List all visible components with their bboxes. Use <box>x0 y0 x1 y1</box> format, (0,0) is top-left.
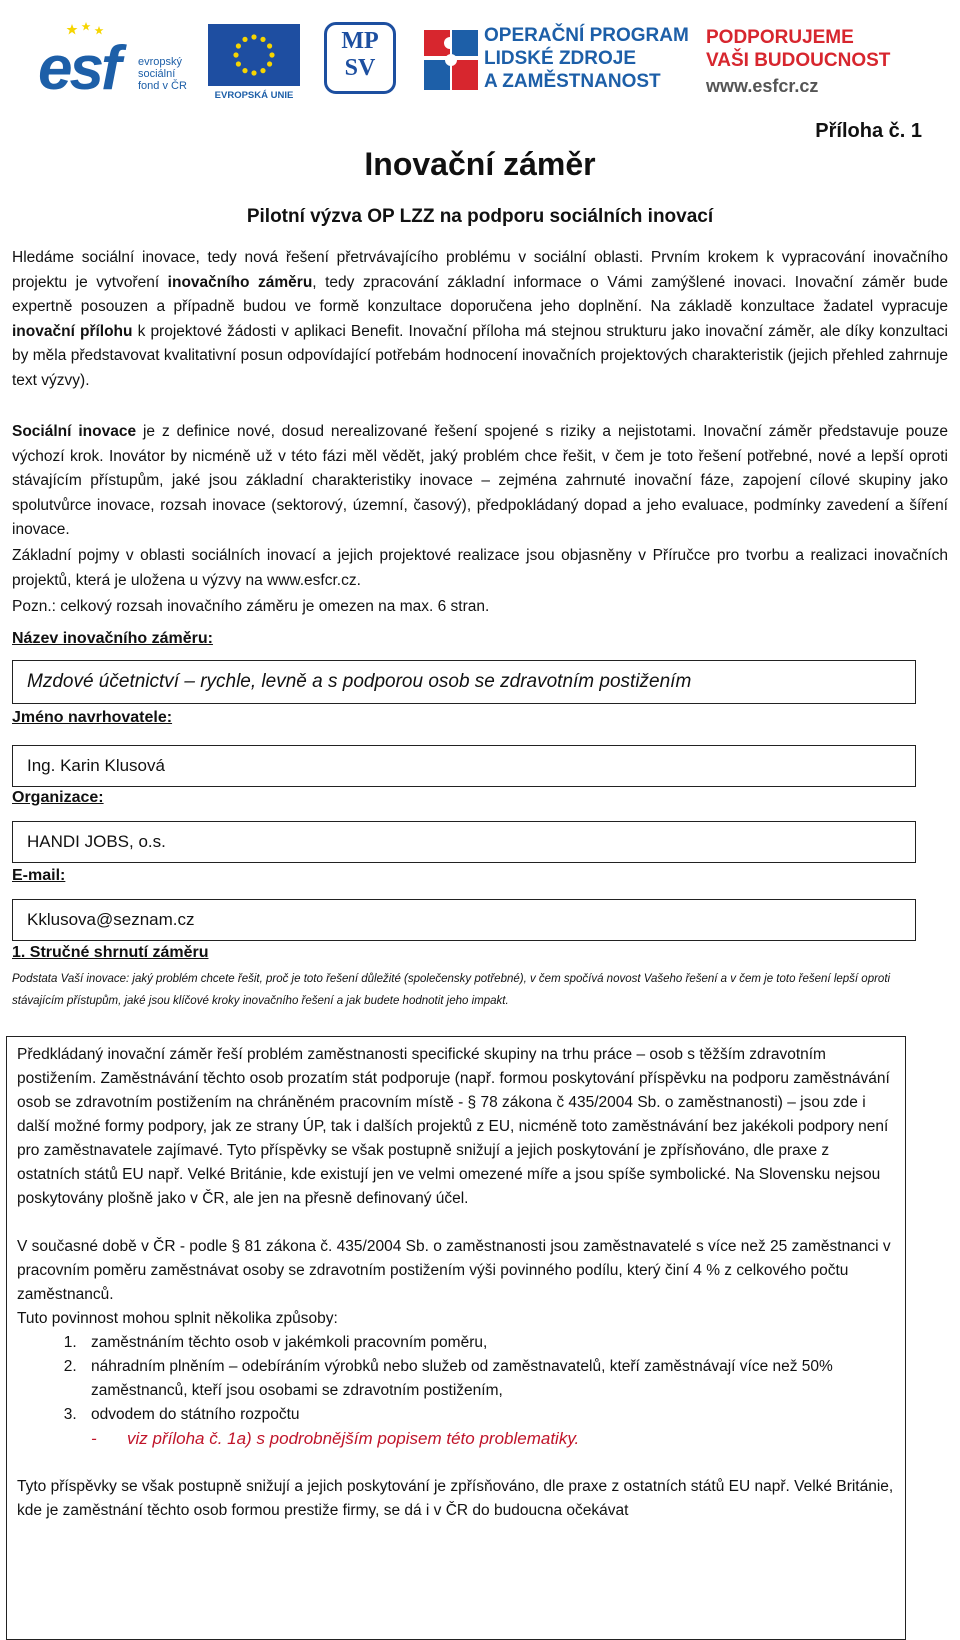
options-list <box>17 1331 895 1427</box>
email-label: E-mail: <box>12 867 66 884</box>
organization-label: Organizace: <box>12 789 104 806</box>
esf-sub-line: sociální <box>138 68 176 80</box>
attachment-number: Příloha č. 1 <box>815 120 922 142</box>
eu-label: EVROPSKÁ UNIE <box>214 90 294 101</box>
summary-paragraph: Předkládaný inovační záměr řeší problém zaměstnanosti specifické skupiny na trhu práce – osob s těžším zdravotním postižením. Zaměstnávání těchto osob prozatím stát podporuje (např. formou poskytování příspěvku na podporu zaměstnávání osob se zdravotním postižením na chráněném pracovním místě - § 78 zákona č 435/2004 Sb. o zaměstnanosti) – jsou zde i další možné formy podpory, jak ze strany ÚP, tak i dalších projektů z EU, nicméně toto zaměstnávání bez jakékoli podpory není pro zaměstnavatele zajímavé. Tyto příspěvky se však postupně snižují a jejich poskytování je zpřísňováno, dle praxe z ostatních států EU např. Velké Británie, kde existují jen ve velmi omezené míře a jsou spíše symbolické. Na Slovensku nejsou poskytovány plošně jako v ČR, ale jen na přesně definovaný účel. <box>17 1046 890 1207</box>
esf-wordmark: esf <box>38 34 119 103</box>
summary-paragraph: V současné době v ČR - podle § 81 zákona č. 435/2004 Sb. o zaměstnanosti jsou zaměstnavatelé s více než 25 zaměstnanci v pracovním poměru zaměstnávat osoby se zdravotním postižením výši povinného podílu, který činí 4 % z celkového počtu zaměstnanců. <box>17 1238 891 1303</box>
organization-field[interactable]: HANDI JOBS, o.s. <box>12 821 916 863</box>
logo-strip <box>38 18 928 108</box>
op-lzz-line: LIDSKÉ ZDROJE <box>484 48 637 69</box>
list-item: 3. odvodem do státního rozpočtu <box>81 1403 895 1427</box>
esfcr-url[interactable]: www.esfcr.cz <box>706 76 819 96</box>
dash-bullet: - <box>91 1429 97 1448</box>
podporujeme-line: VAŠI BUDOUCNOST <box>706 50 891 71</box>
mpsv-wordmark <box>324 28 396 82</box>
eu-flag-icon <box>208 24 300 86</box>
page-title: Inovační záměr <box>364 146 596 182</box>
list-item: 1. zaměstnáním těchto osob v jakémkoli pracovním poměru, <box>81 1331 895 1355</box>
author-label: Jméno navrhovatele: <box>12 709 173 726</box>
intro-text: , tedy zpracování základní informace o Vámi zamýšlené inovaci. Inovační záměr bude expertně posouzen a případně budou ve formě konzultace doporučena jeho doplnění. Na základě konzultace žadatel vypracuje <box>12 273 948 315</box>
eu-logo <box>208 18 300 106</box>
innovation-name-label: Název inovačního záměru: <box>12 630 213 647</box>
email-field[interactable]: Kklusova@seznam.cz <box>12 899 916 941</box>
intro-bold: Sociální inovace <box>12 423 137 440</box>
summary-box[interactable] <box>6 1036 906 1640</box>
section-1-instructions: Podstata Vaší inovace: jaký problém chcete řešit, proč je toto řešení důležité (společensky potřebné), v čem spočívá novost Vašeho řešení a v čem je toto řešení lepší oproti stávajícím přístupům, jaké jsou klíčové kroky inovačního řešení a jak budete hodnotit jeho impakt. <box>12 973 891 1007</box>
paragraph-gap <box>17 1211 895 1235</box>
summary-paragraph: Tyto příspěvky se však postupně snižují a jejich poskytování je zpřísňováno, dle praxe z ostatních států EU např. Velké Británie, kde je zaměstnání těchto osob formou prestiže firmy, se dá i v ČR do budoucna očekávat <box>17 1478 894 1519</box>
esf-subtitle <box>138 56 187 92</box>
op-lzz-logo <box>420 18 700 106</box>
podporujeme-line: PODPORUJEME <box>706 27 854 48</box>
esf-sub-line: evropský <box>138 56 183 68</box>
op-lzz-line: A ZAMĚSTNANOST <box>484 71 661 92</box>
intro-note: Pozn.: celkový rozsah inovačního záměru je omezen na max. 6 stran. <box>12 598 490 615</box>
intro-text: je z definice nové, dosud nerealizované řešení spojené s riziky a nejistotami. Inovační záměr představuje pouze výchozí krok. Inovátor by nicméně už v této fázi měl vědět, jaký problém chce řešit, v čem je toto řešení potřebné, nové a lepší oproti stávajícím přístupům, jaké jsou základní charakteristiky inovace – zejména zahrnuté inovační fáze, zapojení cílové skupiny jako spolutvůrce inovace, rozsah inovace (sektorový, územní, časový), předpokládaný dopad a jeho evaluace, podmínky zavedení a šíření inovace. <box>12 423 949 538</box>
attachment-reference <box>17 1427 895 1451</box>
author-field[interactable]: Ing. Karin Klusová <box>12 745 916 787</box>
mpsv-line: MP <box>341 28 379 54</box>
paragraph-gap <box>17 1451 895 1475</box>
mpsv-logo <box>320 18 402 106</box>
summary-paragraph: Tuto povinnost mohou splnit několika způsoby: <box>17 1310 338 1327</box>
section-1-heading: 1. Stručné shrnutí záměru <box>12 944 209 961</box>
intro-bold: inovační přílohu <box>12 322 133 340</box>
mpsv-line: SV <box>344 55 376 81</box>
intro-text: Hledáme sociální inovace, tedy nová řešení přetrvávajícího problému v sociální oblasti. Prvním krokem k vypracování inovačního projektu je vytvoření <box>12 249 948 291</box>
list-item: 2. náhradním plněním – odebíráním výrobků nebo služeb od zaměstnavatelů, kteří zaměstnávají více než 50% zaměstnanců, kteří jsou osobami se zdravotním postižením, <box>81 1355 895 1403</box>
intro-paragraph-1 <box>12 246 948 393</box>
attachment-reference-text: viz příloha č. 1a) s podrobnějším popisem této problematiky. <box>127 1429 580 1448</box>
intro-paragraph-2 <box>12 420 948 543</box>
intro-paragraph-3: Základní pojmy v oblasti sociálních inovací a jejich projektové realizace jsou objasněny v Příručce pro tvorbu a realizaci inovačních projektů, která je uložena u výzvy na www.esfcr.cz. <box>12 547 948 589</box>
op-lzz-line: OPERAČNÍ PROGRAM <box>484 25 689 46</box>
op-lzz-text <box>484 24 689 93</box>
podporujeme-text <box>706 26 890 72</box>
innovation-name-field[interactable]: Mzdové účetnictví – rychle, levně a s podporou osob se zdravotním postižením <box>12 660 916 704</box>
intro-text: k projektové žádosti v aplikaci Benefit. Inovační příloha má stejnou strukturu jako inovační záměr, ale díky konzultaci by měla představovat kvalitativní posun odpovídající potřebám hodnocení inovačních projektových charakteristik (jejich přehled zahrnuje text výzvy). <box>12 322 949 389</box>
intro-bold: inovačního záměru <box>167 273 313 291</box>
esf-sub-line: fond v ČR <box>138 80 187 92</box>
page-subtitle: Pilotní výzva OP LZZ na podporu sociálních inovací <box>246 206 714 227</box>
podporujeme-logo <box>706 18 928 106</box>
esf-logo <box>38 18 198 106</box>
puzzle-figure-icon <box>420 24 482 96</box>
